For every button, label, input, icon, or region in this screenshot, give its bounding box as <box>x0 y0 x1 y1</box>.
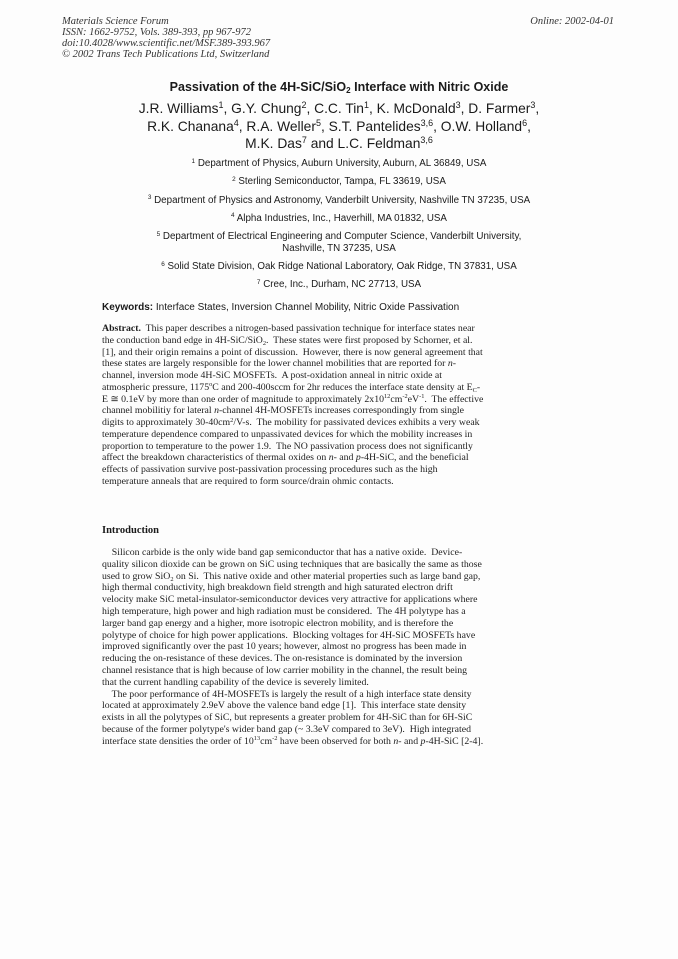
issn-line: ISSN: 1662-9752, Vols. 389-393, pp 967-972 <box>62 27 251 38</box>
introduction-body: Silicon carbide is the only wide band gap semiconductor that has a native oxide. Device- quality silicon dioxide can be grown on SiC using techniques that are basically the same as those used to grow SiO$_2$ on Si. This native oxide and other material properties such as large band gap, high thermal conductivity, high breakdown field strength and high saturated electron drift velocity make SiC metal-insulator-semiconductor devices very attractive for applications where high temperature, high power and high radiation must be considered. The 4H polytype has a larger band gap energy and a higher, more isotropic electron mobility, and is therefore the polytype of choice for high power applications. Blocking voltages for 4H-SiC MOSFETs have improved significantly over the past 10 years; however, almost no progress has been made in reducing the on-resistance of these devices. The on-resistance is dominated by the inversion channel resistance that is high because of low carrier mobility in the channel, the result being that the current handling capability of the device is severely limited. The poor performance of 4H-MOSFETs is largely the result of a high interface state density located at approximately 2.9eV above the valence band edge [1]. This interface state density exists in all the polytypes of SiC, but represents a greater problem for 4H-SiC than for 6H-SiC because of the former polytype's wider band gap (~ 3.3eV compared to 3eV). High integrated interface state densities the order of $10^{13}cm^{-2}$ have been observed for both n- and p-4H-SiC [2-4]. <box>102 547 484 747</box>
affiliation-item: $^1$ Department of Physics, Auburn University, Auburn, AL 36849, USA <box>191 157 487 169</box>
author-list <box>0 100 678 153</box>
abstract-label: Abstract. <box>102 323 141 334</box>
paper-title: Passivation of the 4H-SiC/SiO$_2$ Interface with Nitric Oxide <box>169 80 509 96</box>
author-line-1: J.R. Williams$^1$, G.Y. Chung$^2$, C.C. Tin$^1$, K. McDonald$^3$, D. Farmer$^3$, <box>138 100 540 116</box>
affiliation-item: $^6$ Solid State Division, Oak Ridge National Laboratory, Oak Ridge, TN 37831, USA <box>161 260 517 273</box>
doi-line: doi:10.4028/www.scientific.net/MSF.389-393.967 <box>62 38 271 49</box>
affiliation-item: $^7$ Cree, Inc., Durham, NC 27713, USA <box>256 278 422 291</box>
affiliation-item: $^2$ Sterling Semiconductor, Tampa, FL 33619, USA <box>232 175 446 188</box>
journal-name: Materials Science Forum <box>62 16 169 27</box>
keywords-text: Interface States, Inversion Channel Mobility, Nitric Oxide Passivation <box>153 302 460 313</box>
abstract: Abstract. This paper describes a nitrogen-based passivation technique for interface states near the conduction band edge in 4H-SiC/SiO$_2$. These states were first proposed by Schorner, et al. [1], and their origin remains a point of discussion. However, there is now general agreement that these states are largely responsible for the lower channel mobilities that are reported for n- channel, inversion mode 4H-SiC MOSFETs. A post-oxidation anneal in nitric oxide at atmospheric pressure, 1175$^o$C and 200-400sccm for 2hr reduces the interface state density at $E_C-$ E ≅ 0.1eV by more than one order of magnitude to approximately $2x10^{12}cm^{-2}eV^{-1}$. The effective channel mobilitiy for lateral n-channel 4H-MOSFETs increases correspondingly from single digits to approximately $30-40cm^2/V-s$. The mobility for passivated devices exhibits a very weak temperature dependence compared to unpassivated devices for which the mobility increases in proportion to temperature to the power 1.9. The NO passivation process does not significantly affect the breakdown characteristics of thermal oxides on n- and p-4H-SiC, and the beneficial effects of passivation survive post-passivation processing procedures such as the high temperature anneals that are required to form source/drain ohmic contacts. <box>102 323 484 487</box>
author-line-3: M.K. Das$^7$ and L.C. Feldman$^{3,6}$ <box>245 135 433 151</box>
keywords-label: Keywords: <box>102 302 154 313</box>
online-date: Online: 2002-04-01 <box>530 16 614 27</box>
affiliation-item: $^5$ Department of Electrical Engineering and Computer Science, Vanderbilt University, Nashville, TN 37235, USA <box>156 230 522 255</box>
copyright-line: © 2002 Trans Tech Publications Ltd, Switzerland <box>62 49 270 60</box>
affiliation-list <box>0 158 678 298</box>
affiliation-item: $^4$ Alpha Industries, Inc., Haverhill, MA 01832, USA <box>231 212 447 224</box>
affiliation-item: $^3$ Department of Physics and Astronomy, Vanderbilt University, Nashville TN 37235, USA <box>147 194 531 206</box>
section-heading-introduction: Introduction <box>102 525 159 536</box>
journal-header <box>62 16 270 60</box>
author-line-2: R.K. Chanana$^4$, R.A. Weller$^5$, S.T. Pantelides$^{3,6}$, O.W. Holland$^6$, <box>147 117 531 134</box>
keywords <box>102 302 459 313</box>
